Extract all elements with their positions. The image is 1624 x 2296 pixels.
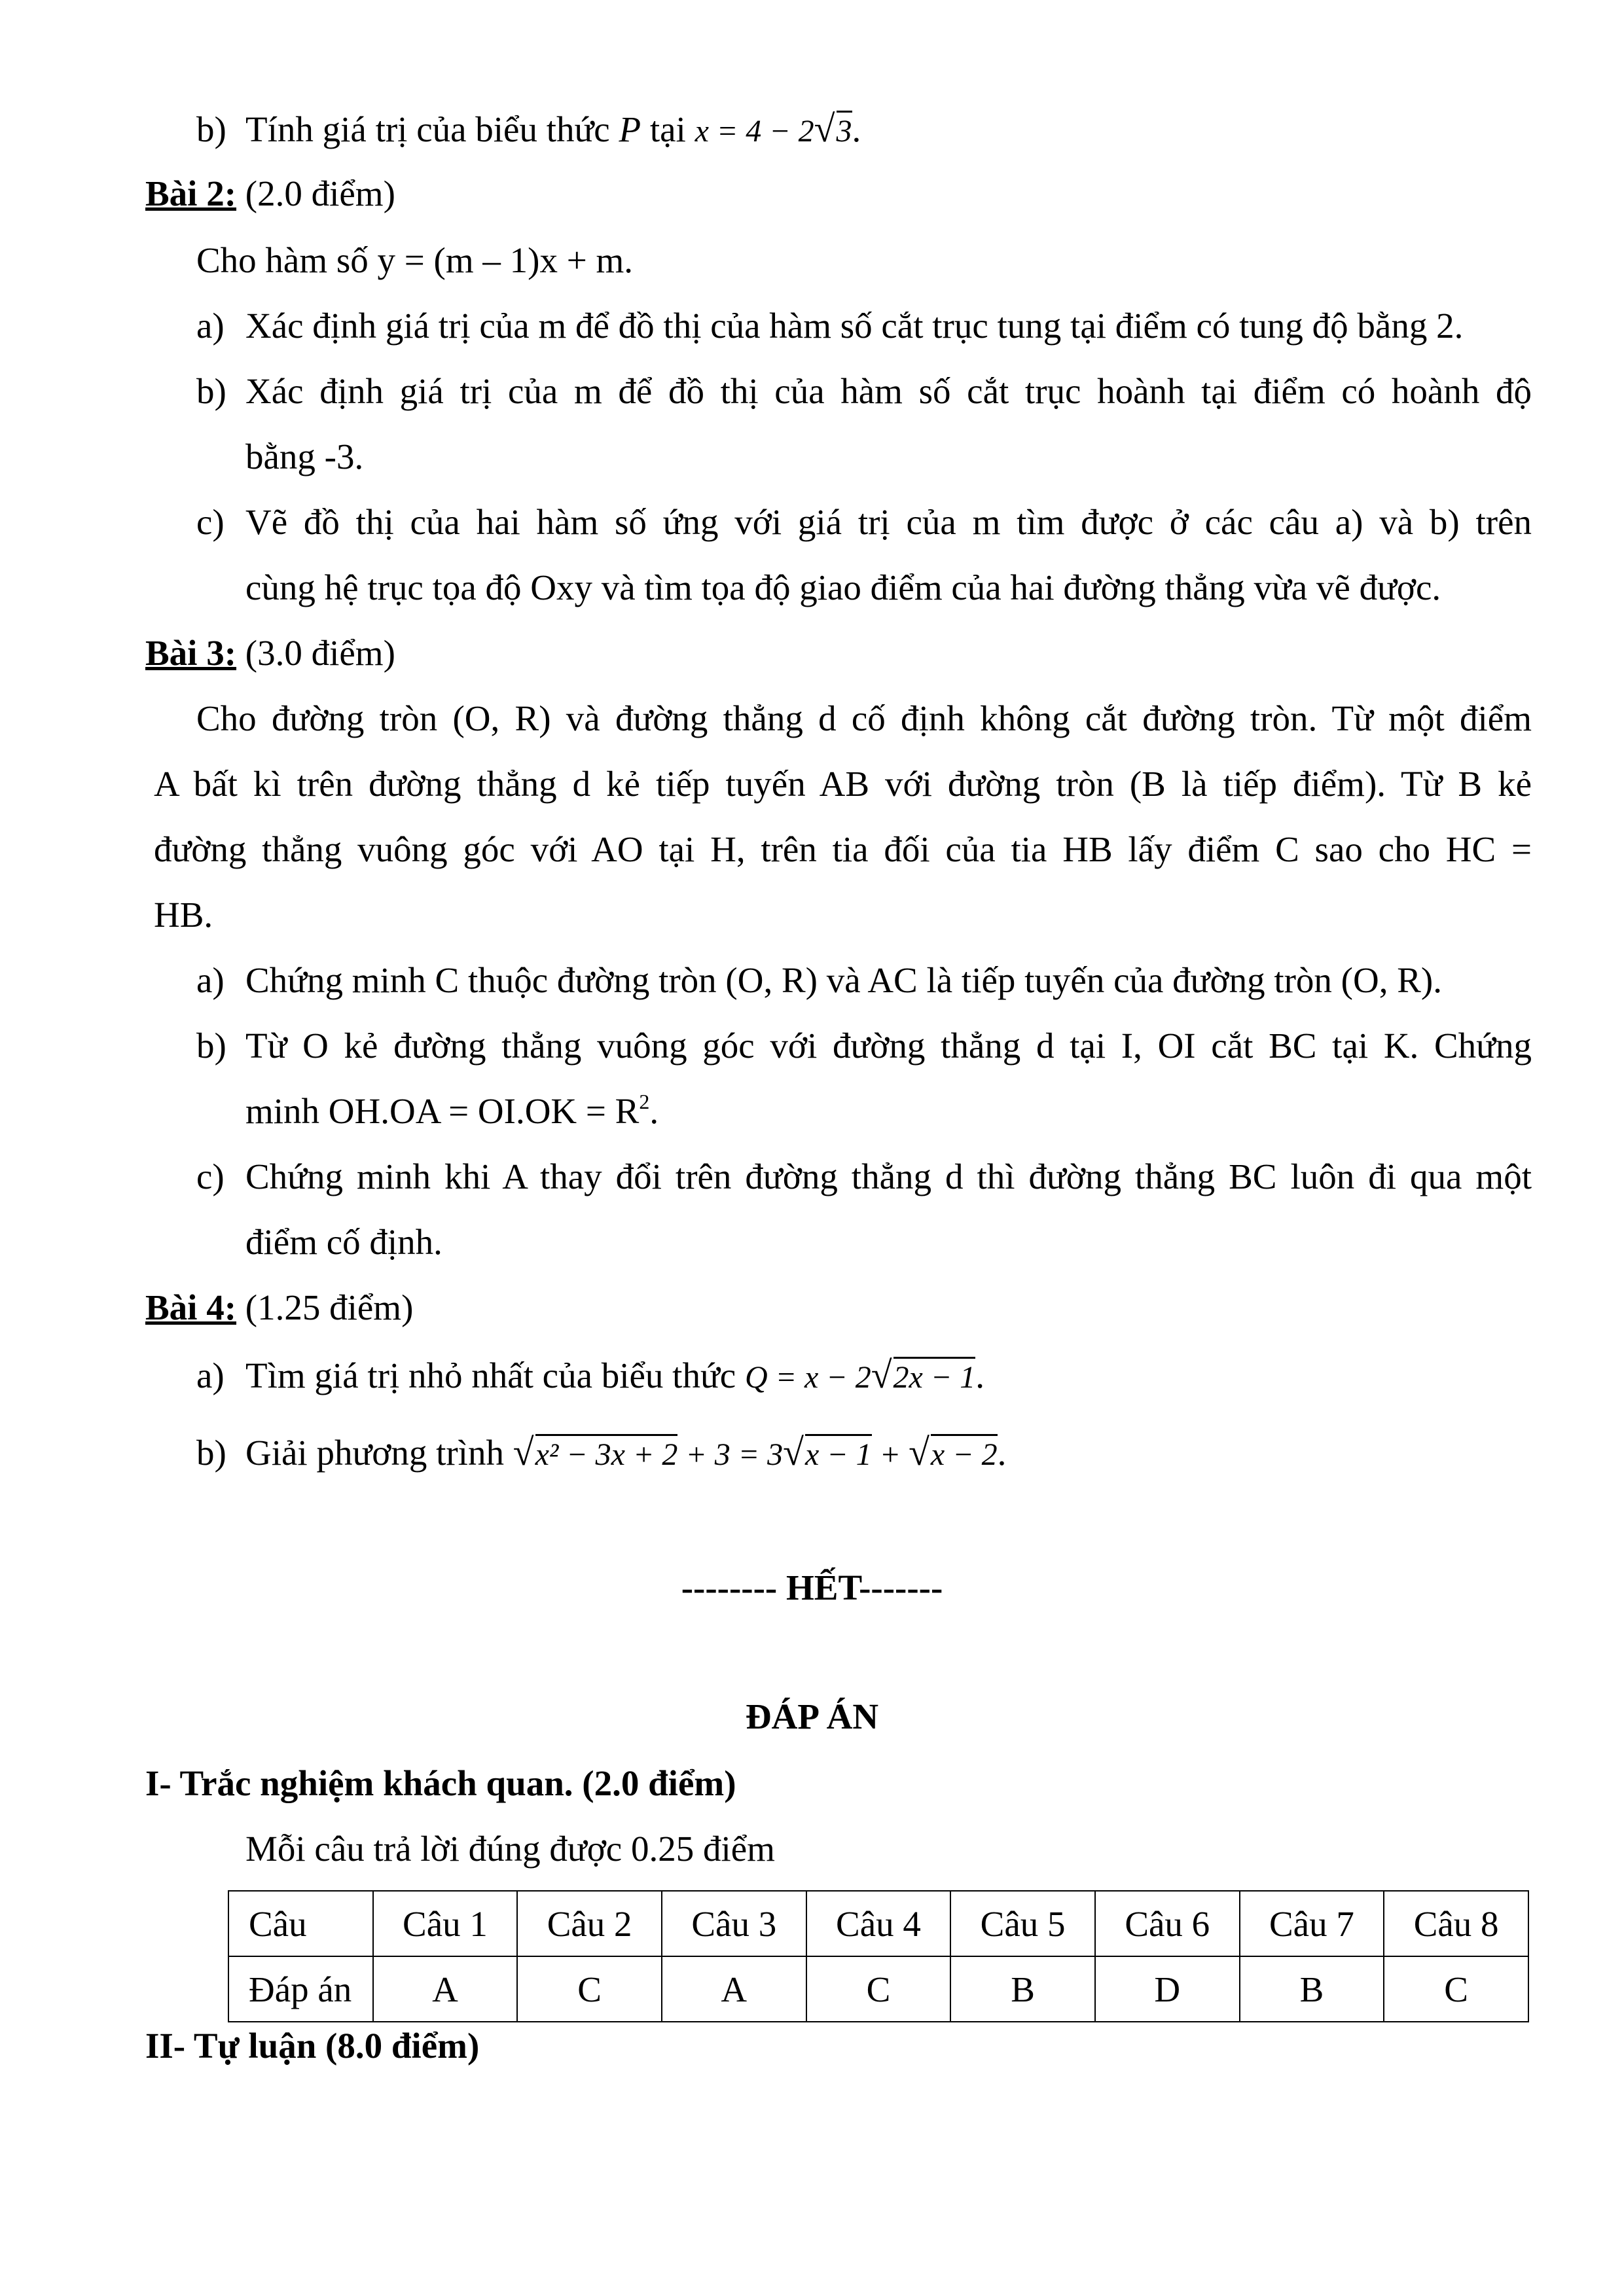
period: . [975, 1355, 984, 1395]
period: . [997, 1433, 1007, 1473]
section-points: (1.25 điểm) [245, 1287, 414, 1327]
bai3-c-cont: điểm cố định. [245, 1222, 442, 1262]
item-marker: a) [196, 1355, 225, 1395]
bai2-c-cont: cùng hệ trục tọa độ Oxy và tìm tọa độ giao điểm của hai đường thẳng vừa vẽ được. [245, 567, 1441, 607]
table-cell: Câu 3 [662, 1891, 806, 1956]
table-cell: Câu [228, 1891, 373, 1956]
table-cell: A [662, 1956, 806, 2022]
table-cell: Câu 5 [950, 1891, 1095, 1956]
section-title: Bài 2: [145, 173, 237, 213]
item-text: Vẽ đồ thị của hai hàm số ứng với giá trị của m tìm được ở các câu a) và b) trên [245, 502, 1532, 542]
bai3-para-1: Cho đường tròn (O, R) và đường thẳng d cố định không cắt đường tròn. Từ một điểm [196, 698, 1532, 738]
answer-title: ĐÁP ÁN [745, 1696, 879, 1736]
table-cell: Câu 8 [1384, 1891, 1528, 1956]
item-text: Xác định giá trị của m để đồ thị của hàm số cắt trục hoành tại điểm có hoành độ [245, 371, 1532, 411]
bai2-b [196, 373, 1532, 409]
table-cell: Câu 6 [1095, 1891, 1240, 1956]
table-cell: C [517, 1956, 662, 2022]
bai2-heading [145, 175, 395, 211]
math-expr: Q = x − 2√2x − 1 [744, 1354, 976, 1396]
bai3-a [196, 962, 1442, 998]
section-title: Bài 3: [145, 633, 237, 673]
answer-table [228, 1890, 1529, 2022]
bai2-a [196, 308, 1463, 344]
table-cell: A [373, 1956, 518, 2022]
table-row [228, 1956, 1528, 2022]
bai3-para-2: A bất kì trên đường thẳng d kẻ tiếp tuyến AB với đường tròn (B là tiếp điểm). Từ B kẻ [154, 764, 1532, 804]
table-cell: D [1095, 1956, 1240, 2022]
item-marker: b) [196, 109, 226, 149]
table-cell: Câu 7 [1240, 1891, 1384, 1956]
table-cell: C [1384, 1956, 1528, 2022]
item-marker: c) [196, 1157, 225, 1196]
bai4-a [196, 1356, 984, 1394]
item-text: Giải phương trình [245, 1433, 504, 1473]
bai3-para-3: đường thẳng vuông góc với AO tại H, trên tia đối của tia HB lấy điểm C sao cho HC = [154, 829, 1532, 869]
answer-part-1: I- Trắc nghiệm khách quan. (2.0 điểm) [145, 1763, 736, 1803]
table-cell: Câu 1 [373, 1891, 518, 1956]
item-marker: b) [196, 1433, 226, 1473]
section-title: Bài 4: [145, 1287, 237, 1327]
period: . [852, 109, 861, 149]
table-row [228, 1891, 1528, 1956]
bai1-b-line [196, 107, 861, 150]
table-cell: Câu 2 [517, 1891, 662, 1956]
item-text: Chứng minh C thuộc đường tròn (O, R) và AC là tiếp tuyến của đường tròn (O, R). [245, 960, 1442, 1000]
bai3-heading [145, 635, 395, 671]
item-text: Tính giá trị của biểu thức [245, 109, 610, 149]
math-equation: √x² − 3x + 2 + 3 = 3√x − 1 + √x − 2 [513, 1431, 998, 1473]
item-text: Chứng minh khi A thay đổi trên đường thẳng d thì đường thẳng BC luôn đi qua một [245, 1157, 1532, 1196]
item-marker: a) [196, 960, 225, 1000]
end-marker: -------- HẾT------- [681, 1568, 943, 1607]
section-points: (2.0 điểm) [245, 173, 395, 213]
table-cell: B [950, 1956, 1095, 2022]
table-cell: Đáp án [228, 1956, 373, 2022]
math-var: P [619, 109, 641, 149]
bai4-b [196, 1433, 1006, 1471]
table-cell: C [806, 1956, 951, 2022]
item-marker: a) [196, 306, 225, 346]
item-text: tại [649, 109, 686, 149]
bai2-intro: Cho hàm số y = (m – 1)x + m. [196, 240, 634, 280]
bai4-heading [145, 1289, 413, 1325]
item-text: Xác định giá trị của m để đồ thị của hàm số cắt trục tung tại điểm có tung độ bằng 2. [245, 306, 1464, 346]
section-points: (3.0 điểm) [245, 633, 395, 673]
table-cell: B [1240, 1956, 1384, 2022]
answer-part-2: II- Tự luận (8.0 điểm) [145, 2026, 480, 2066]
item-marker: b) [196, 371, 226, 411]
math-expr: x = 4 − 2√3 [695, 107, 852, 150]
bai3-b [196, 1028, 1532, 1064]
bai2-b-cont: bằng -3. [245, 437, 364, 476]
item-text: Tìm giá trị nhỏ nhất của biểu thức [245, 1355, 736, 1395]
answer-note: Mỗi câu trả lời đúng được 0.25 điểm [245, 1829, 775, 1869]
item-text: Từ O kẻ đường thẳng vuông góc với đường thẳng d tại I, OI cắt BC tại K. Chứng [245, 1026, 1532, 1066]
bai3-c [196, 1158, 1532, 1194]
item-marker: b) [196, 1026, 226, 1066]
bai2-c [196, 504, 1532, 540]
bai3-b-cont: minh $OH.OA = OI.OK = R^2$. [245, 1090, 659, 1131]
item-marker: c) [196, 502, 225, 542]
table-cell: Câu 4 [806, 1891, 951, 1956]
bai3-para-4: HB. [154, 895, 213, 935]
